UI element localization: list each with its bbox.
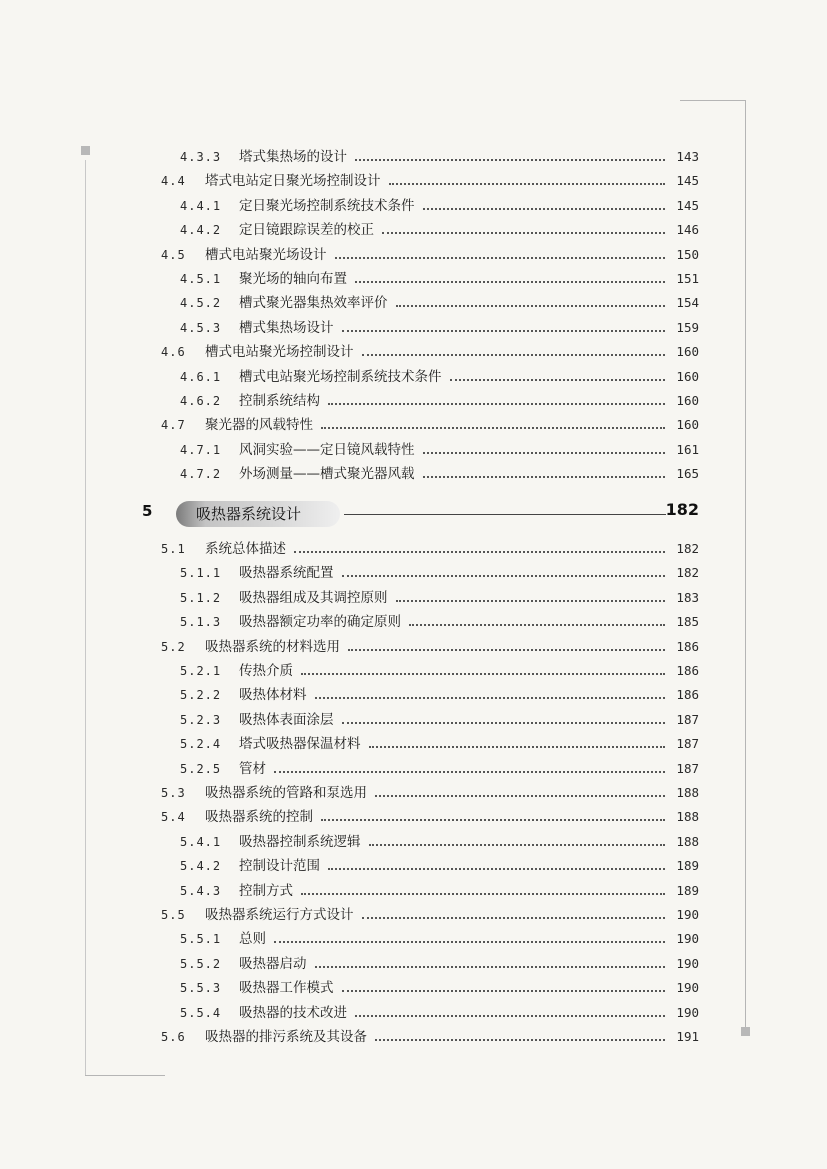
- toc-entry-page: 150: [676, 246, 699, 262]
- toc-leader-dots: [355, 281, 665, 283]
- toc-entry-title: 吸热器系统的材料选用: [205, 638, 340, 655]
- toc-leader-dots: [409, 624, 665, 626]
- toc-leader-dots: [315, 966, 666, 968]
- toc-entry: [0, 537, 827, 561]
- toc-entry-title: 吸热器启动: [239, 955, 307, 972]
- toc-entry-number: 5.4.3: [180, 883, 222, 898]
- toc-entry-page: 187: [676, 736, 699, 752]
- toc-entry-number: 4.4.1: [180, 198, 222, 213]
- toc-entry-page: 145: [676, 197, 699, 213]
- toc-leader-dots: [301, 673, 665, 675]
- toc-entry: [0, 757, 827, 781]
- toc-entry-title: 吸热器工作模式: [239, 980, 334, 997]
- toc-entry-page: 187: [676, 760, 699, 776]
- toc-entry-title: 管材: [239, 760, 266, 777]
- toc-entry-title: 吸热器控制系统逻辑: [239, 833, 361, 850]
- toc-entry-number: 5.2: [161, 639, 186, 654]
- toc-entry-title: 定日聚光场控制系统技术条件: [239, 197, 415, 214]
- toc-leader-dots: [328, 868, 665, 870]
- toc-leader-dots: [274, 941, 665, 943]
- toc-entry: [0, 586, 827, 610]
- toc-entry-title: 吸热体表面涂层: [239, 711, 334, 728]
- toc-leader-dots: [294, 551, 665, 553]
- toc-entry-number: 5.3: [161, 786, 186, 800]
- toc-entry-title: 聚光器的风载特性: [205, 417, 313, 434]
- chapter-rule: [344, 514, 666, 515]
- toc-entry-title: 吸热器系统配置: [239, 565, 334, 582]
- toc-entry-title: 吸热器的排污系统及其设备: [205, 1029, 367, 1045]
- toc-entry: [0, 389, 827, 413]
- toc-entry-title: 吸热器的技术改进: [239, 1004, 347, 1021]
- toc-entry: [0, 610, 827, 634]
- toc-entry: [0, 781, 827, 805]
- toc-leader-dots: [362, 917, 666, 919]
- toc-entry: [0, 267, 827, 291]
- toc-entry-page: 160: [676, 393, 699, 408]
- toc-leader-dots: [396, 600, 666, 602]
- toc-entry-title: 塔式电站定日聚光场控制设计: [205, 173, 381, 190]
- toc-entry-number: 4.6.2: [180, 394, 222, 408]
- toc-entry-number: 5.4.1: [180, 834, 222, 849]
- toc-entry: [0, 879, 827, 903]
- toc-leader-dots: [369, 844, 666, 846]
- toc-entry-number: 4.5.3: [180, 320, 222, 335]
- toc-leader-dots: [301, 893, 665, 895]
- toc-leader-dots: [342, 575, 666, 577]
- toc-entry-number: 4.5: [161, 247, 186, 262]
- toc-entry-page: 189: [676, 858, 699, 874]
- toc-entry-page: 187: [676, 711, 699, 727]
- chapter-heading: [0, 498, 827, 532]
- toc-entry-number: 4.5.2: [180, 296, 222, 311]
- toc-entry-title: 槽式集热场设计: [239, 319, 334, 336]
- toc-leader-dots: [342, 330, 666, 332]
- toc-entry: [0, 903, 827, 927]
- toc-leader-dots: [321, 427, 665, 429]
- toc-leader-dots: [315, 697, 666, 699]
- toc-entry-number: 5.2.2: [180, 688, 222, 703]
- toc-entry-page: 183: [676, 589, 699, 605]
- toc-entry-number: 4.5.1: [180, 272, 222, 286]
- toc-entry-title: 控制设计范围: [239, 858, 320, 875]
- chapter-page-number: 182: [665, 500, 699, 519]
- frame-line-top: [680, 100, 746, 101]
- toc-entry-page: 182: [676, 565, 699, 581]
- toc-entry-title: 吸热器系统的管路和泵选用: [205, 785, 367, 801]
- toc-entry-number: 5.2.3: [180, 712, 222, 727]
- toc-entry-title: 槽式电站聚光场控制设计: [205, 344, 354, 361]
- toc-entry: [0, 365, 827, 389]
- toc-entry: [0, 1001, 827, 1025]
- toc-entry-number: 5.1.2: [180, 590, 222, 605]
- toc-entry-page: 186: [676, 638, 699, 654]
- toc-entry-title: 吸热器系统运行方式设计: [205, 907, 354, 923]
- toc-entry-number: 4.7.2: [180, 467, 222, 482]
- toc-entry: [0, 561, 827, 585]
- toc-entry-title: 吸热器组成及其调控原则: [239, 589, 388, 606]
- toc-entry-number: 5.5.2: [180, 956, 222, 971]
- toc-entry-page: 185: [676, 614, 699, 630]
- toc-leader-dots: [335, 257, 666, 259]
- toc-leader-dots: [375, 1039, 665, 1041]
- toc-entry: [0, 927, 827, 951]
- toc-leader-dots: [342, 990, 666, 992]
- toc-entry-page: 190: [676, 980, 699, 996]
- toc-entry: [0, 805, 827, 829]
- toc-entry-page: 165: [676, 466, 699, 482]
- toc-leader-dots: [342, 722, 666, 724]
- toc-entry-title: 聚光场的轴向布置: [239, 271, 347, 287]
- toc-entry-number: 4.7: [161, 418, 186, 433]
- toc-entry-number: 5.5.1: [180, 932, 222, 947]
- toc-leader-dots: [423, 452, 666, 454]
- toc-leader-dots: [362, 354, 666, 356]
- toc-entry: [0, 316, 827, 340]
- toc-entry: [0, 854, 827, 878]
- toc-entry-title: 吸热器系统的控制: [205, 809, 313, 826]
- toc-entry-title: 控制系统结构: [239, 393, 320, 409]
- toc-leader-dots: [423, 476, 666, 478]
- toc-entry-number: 5.2.5: [180, 761, 222, 776]
- toc-leader-dots: [321, 819, 665, 821]
- toc-entry: [0, 1025, 827, 1049]
- toc-entry-page: 190: [676, 955, 699, 971]
- toc-entry-page: 186: [676, 663, 699, 678]
- toc-leader-dots: [355, 1015, 665, 1017]
- toc-entry-title: 槽式电站聚光场控制系统技术条件: [239, 368, 442, 385]
- toc-entry-page: 151: [676, 271, 699, 286]
- toc-entry-page: 188: [676, 809, 699, 825]
- toc-entry-title: 总则: [239, 931, 266, 948]
- toc-entry-page: 190: [676, 907, 699, 922]
- toc-leader-dots: [450, 379, 666, 381]
- toc-leader-dots: [389, 183, 666, 185]
- toc-entry-number: 5.6: [161, 1030, 186, 1044]
- toc-entry: [0, 683, 827, 707]
- toc-entry-number: 4.6.1: [180, 369, 222, 384]
- toc-leader-dots: [375, 795, 665, 797]
- toc-entry-number: 4.3.3: [180, 150, 222, 164]
- toc-entry-number: 5.2.4: [180, 737, 222, 752]
- toc-entry: [0, 830, 827, 854]
- toc-entry-title: 系统总体描述: [205, 541, 286, 557]
- toc-entry-page: 145: [676, 173, 699, 189]
- toc-entry-number: 4.7.1: [180, 442, 222, 457]
- toc-entry: [0, 952, 827, 976]
- chapter-number: 5: [142, 502, 153, 520]
- toc-entry-title: 槽式聚光器集热效率评价: [239, 295, 388, 312]
- toc-leader-dots: [382, 232, 665, 234]
- toc-entry-number: 4.4.2: [180, 223, 222, 238]
- toc-entry-page: 190: [676, 1004, 699, 1020]
- toc-entry-page: 182: [676, 541, 699, 556]
- toc-leader-dots: [274, 771, 665, 773]
- toc-entry-number: 4.4: [161, 174, 186, 189]
- toc-entry-page: 160: [676, 417, 699, 433]
- toc-entry: [0, 291, 827, 315]
- toc-entry-number: 5.2.1: [180, 664, 222, 678]
- toc-entry: [0, 413, 827, 437]
- toc-entry: [0, 462, 827, 486]
- toc-entry: [0, 145, 827, 169]
- toc-entry: [0, 340, 827, 364]
- toc-leader-dots: [423, 208, 666, 210]
- toc-entry: [0, 976, 827, 1000]
- toc-entry-title: 风洞实验——定日镜风载特性: [239, 441, 415, 458]
- toc-entry-number: 5.1.1: [180, 566, 222, 581]
- toc-entry-page: 190: [676, 931, 699, 947]
- toc-entry-title: 定日镜跟踪误差的校正: [239, 222, 374, 239]
- toc-entry-page: 191: [676, 1029, 699, 1044]
- toc-entry-title: 塔式吸热器保温材料: [239, 736, 361, 753]
- toc-leader-dots: [396, 305, 666, 307]
- toc-entry: [0, 243, 827, 267]
- toc-entry-page: 161: [676, 441, 699, 457]
- toc-entry-title: 塔式集热场的设计: [239, 149, 347, 165]
- toc-leader-dots: [348, 649, 665, 651]
- toc-leader-dots: [355, 159, 665, 161]
- toc-leader-dots: [369, 746, 666, 748]
- toc-entry: [0, 218, 827, 242]
- toc-entry: [0, 635, 827, 659]
- toc-entry-page: 188: [676, 833, 699, 849]
- toc-entry-page: 186: [676, 687, 699, 703]
- toc-entry-number: 4.6: [161, 345, 186, 360]
- toc-entry-number: 5.4.2: [180, 859, 222, 874]
- toc-entry-number: 5.5: [161, 908, 186, 922]
- toc-entry: [0, 194, 827, 218]
- toc-entry-title: 吸热体材料: [239, 687, 307, 704]
- toc-entry-number: 5.5.4: [180, 1005, 222, 1020]
- toc-entry: [0, 438, 827, 462]
- toc-entry: [0, 708, 827, 732]
- toc-entry-number: 5.4: [161, 810, 186, 825]
- toc-entry-page: 188: [676, 785, 699, 800]
- toc-entry: [0, 659, 827, 683]
- toc-entry: [0, 732, 827, 756]
- toc-entry-page: 160: [676, 344, 699, 360]
- toc-entry-page: 159: [676, 319, 699, 335]
- toc-leader-dots: [328, 403, 665, 405]
- toc-entry-page: 189: [676, 882, 699, 898]
- toc-entry-page: 143: [676, 149, 699, 164]
- toc-entry-title: 吸热器额定功率的确定原则: [239, 614, 401, 631]
- toc-entry-page: 154: [676, 295, 699, 311]
- toc-entry-title: 外场测量——槽式聚光器风载: [239, 466, 415, 483]
- toc-entry-page: 160: [676, 368, 699, 384]
- toc-entry-page: 146: [676, 222, 699, 238]
- toc-entry-number: 5.1.3: [180, 615, 222, 630]
- toc-entry-number: 5.1: [161, 542, 186, 556]
- toc-entry: [0, 169, 827, 193]
- toc-entry-number: 5.5.3: [180, 981, 222, 996]
- toc-entry-title: 传热介质: [239, 663, 293, 679]
- toc-entry-title: 控制方式: [239, 882, 293, 899]
- chapter-title: 吸热器系统设计: [196, 505, 302, 523]
- toc-entry-title: 槽式电站聚光场设计: [205, 246, 327, 263]
- frame-line-bottom: [85, 1075, 165, 1076]
